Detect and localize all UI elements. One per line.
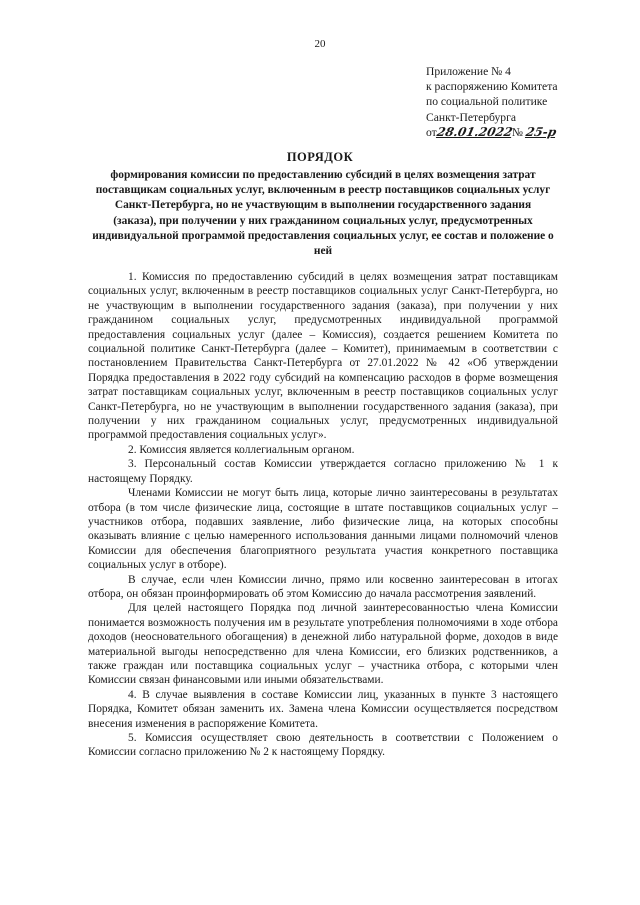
annex-line-2: к распоряжению Комитета xyxy=(426,80,558,94)
paragraph-2: 2. Комиссия является коллегиальным органом. xyxy=(128,443,355,456)
annex-block xyxy=(426,64,616,140)
paragraph-3: 3. Персональный состав Комиссии утверждается согласно приложению № 1 к настоящему Порядку. xyxy=(88,458,558,485)
paragraph-4: 4. В случае выявления в составе Комиссии лиц, указанных в пункте 3 настоящего Порядка, Комитет обязан заменить их. Замена члена Комиссии осуществляется посредством внесения изменения в распоряжение Комитета. xyxy=(88,688,558,730)
document-subtitle: формирования комиссии по предоставлению субсидий в целях возмещения затрат поставщикам социальных услуг, включенным в реестр поставщиков социальных услуг Санкт-Петербурга, но не участвующим в выполнении государственного задания (заказа), при получении у них гражданином социальных услуг, предусмотренных индивидуальной программой предоставления социальных услуг, ее состав и положение о ней xyxy=(92,169,554,258)
paragraph-1: 1. Комиссия по предоставлению субсидий в целях возмещения затрат поставщикам социальных услуг, включенным в реестр поставщиков социальных услуг Санкт-Петербурга, но не участвующим в выполнении государственного задания (заказа), при получении у них гражданином социальных услуг, предусмотренных индивидуальной программой предоставления социальных услуг (далее – Комиссия), создается решением Комитета по социальной политике Санкт-Петербурга (далее – Комитет), принимаемым в соответствии с постановлением Правительства Санкт-Петербурга от 27.01.2022 № 42 «Об утверждении Порядка предоставления в 2022 году субсидий на компенсацию расходов в форме возмещения затрат поставщикам социальных услуг, включенным в реестр поставщиков социальных услуг Санкт-Петербурга, но не участвующим в выполнении государственного задания (заказа), при получении у них гражданином социальных услуг, предусмотренных индивидуальной программой предоставления социальных услуг». xyxy=(88,271,558,442)
document-title: ПОРЯДОК xyxy=(286,150,354,164)
date-prefix: от xyxy=(426,125,437,139)
document-body xyxy=(88,270,558,760)
handwritten-number: 25-р xyxy=(524,124,558,139)
page-number: 20 xyxy=(314,38,326,50)
paragraph-3-definition: Для целей настоящего Порядка под личной заинтересованностью члена Комиссии понимается возможность получения им в результате употребления полномочиями в ходе отбора доходов (неосновательного обогащения) в денежной либо натуральной форме, доходов в виде материальной выгоды непосредственно для члена Комиссии, его близких родственников, а также граждан или поставщика социальных услуг – участника отбора, с которыми член Комиссии связан финансовыми или иными обязательствами. xyxy=(88,602,558,687)
paragraph-3-members: Членами Комиссии не могут быть лица, которые лично заинтересованы в результатах отбора (в том числе физические лица, состоящие в штате поставщиков социальных услуг – участников отбора, подавших заявление, либо физические лица, на которых способны оказывать влияние с целью намеренного использования данными лицами полномочий членов Комиссии для обеспечения благоприятного результата участия конкретного поставщика социальных услуг в отборе). xyxy=(88,487,558,572)
number-prefix: № xyxy=(511,125,523,139)
paragraph-3-interest: В случае, если член Комиссии лично, прямо или косвенно заинтересован в итогах отбора, он обязан проинформировать об этом Комиссию до начала рассмотрения заявлений. xyxy=(88,573,558,600)
annex-date-line xyxy=(426,125,616,140)
annex-line-4: Санкт-Петербурга xyxy=(426,110,516,124)
annex-line-3: по социальной политике xyxy=(426,95,548,109)
annex-line-1: Приложение № 4 xyxy=(426,65,511,78)
handwritten-date: 28.01.2022 xyxy=(435,124,514,139)
paragraph-5: 5. Комиссия осуществляет свою деятельность в соответствии с Положением о Комиссии согласно приложению № 2 к настоящему Порядку. xyxy=(88,732,558,759)
